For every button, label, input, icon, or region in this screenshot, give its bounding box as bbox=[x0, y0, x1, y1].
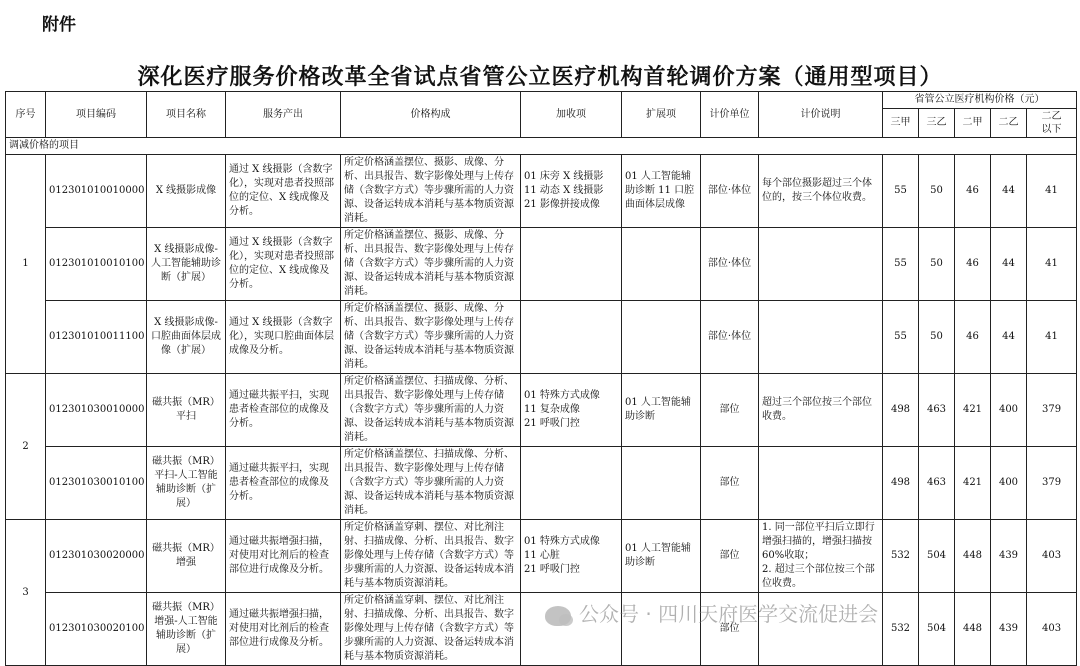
cell-price: 46 bbox=[955, 228, 991, 301]
cell-code: 012301030020000 bbox=[46, 520, 147, 593]
cell-unit: 部位·体位 bbox=[701, 155, 759, 228]
cell-price: 55 bbox=[883, 155, 919, 228]
header-surcharge: 加收项 bbox=[521, 92, 622, 138]
cell-surcharge bbox=[521, 301, 622, 374]
header-extension: 扩展项 bbox=[622, 92, 701, 138]
cell-output: 通过磁共振增强扫描，对使用对比剂后的检查部位进行成像及分析。 bbox=[226, 520, 341, 593]
cell-price: 439 bbox=[991, 593, 1027, 666]
cell-composition: 所定价格涵盖摆位、摄影、成像、分析、出具报告、数字影像处理与上传存储（含数字方式）等步骤所需的人力资源、设备运转成本消耗与基本物质资源消耗。 bbox=[341, 155, 521, 228]
cell-price: 41 bbox=[1027, 155, 1077, 228]
header-output: 服务产出 bbox=[226, 92, 341, 138]
cell-output: 通过磁共振增强扫描，对使用对比剂后的检查部位进行成像及分析。 bbox=[226, 593, 341, 666]
cell-price: 44 bbox=[991, 228, 1027, 301]
cell-price: 379 bbox=[1027, 447, 1077, 520]
cell-price: 50 bbox=[919, 301, 955, 374]
cell-note: 每个部位摄影超过三个体位的，按三个体位收费。 bbox=[759, 155, 883, 228]
cell-code: 012301010010000 bbox=[46, 155, 147, 228]
cell-output: 通过磁共振平扫，实现患者检查部位的成像及分析。 bbox=[226, 447, 341, 520]
cell-composition: 所定价格涵盖摆位、扫描成像、分析、出具报告、数字影像处理与上传存储（含数字方式）等步骤所需的人力资源、设备运转成本消耗与基本物质资源消耗。 bbox=[341, 374, 521, 447]
cell-code: 012301030010000 bbox=[46, 374, 147, 447]
cell-surcharge: 01 特殊方式成像 11 心脏 21 呼吸门控 bbox=[521, 520, 622, 593]
cell-extension: 01 人工智能辅助诊断 bbox=[622, 374, 701, 447]
cell-price: 50 bbox=[919, 155, 955, 228]
cell-surcharge bbox=[521, 228, 622, 301]
price-table bbox=[5, 91, 1077, 666]
cell-price: 55 bbox=[883, 301, 919, 374]
cell-composition: 所定价格涵盖穿刺、摆位、对比剂注射、扫描成像、分析、出具报告、数字影像处理与上传存储（含数字方式）等步骤所需的人力资源、设备运转成本消耗与基本物质资源消耗。 bbox=[341, 593, 521, 666]
table-row bbox=[6, 155, 1077, 228]
cell-code: 012301030010100 bbox=[46, 447, 147, 520]
cell-name: 磁共振（MR）增强 bbox=[147, 520, 226, 593]
table-row bbox=[6, 520, 1077, 593]
cell-code: 012301030020100 bbox=[46, 593, 147, 666]
cell-name: X 线摄影成像-人工智能辅助诊断（扩展） bbox=[147, 228, 226, 301]
header-note: 计价说明 bbox=[759, 92, 883, 138]
cell-price: 400 bbox=[991, 374, 1027, 447]
cell-seq: 2 bbox=[6, 374, 46, 520]
cell-note bbox=[759, 447, 883, 520]
header-name: 项目名称 bbox=[147, 92, 226, 138]
cell-name: X 线摄影成像 bbox=[147, 155, 226, 228]
cell-price: 448 bbox=[955, 593, 991, 666]
cell-extension bbox=[622, 447, 701, 520]
table-row bbox=[6, 447, 1077, 520]
attachment-label: 附件 bbox=[42, 15, 76, 35]
table-row bbox=[6, 374, 1077, 447]
cell-note bbox=[759, 228, 883, 301]
cell-price: 498 bbox=[883, 374, 919, 447]
cell-price: 463 bbox=[919, 447, 955, 520]
table-row bbox=[6, 228, 1077, 301]
cell-price: 400 bbox=[991, 447, 1027, 520]
header-code: 项目编码 bbox=[46, 92, 147, 138]
cell-price: 403 bbox=[1027, 520, 1077, 593]
cell-extension: 01 人工智能辅助诊断 bbox=[622, 520, 701, 593]
header-level: 二甲 bbox=[955, 109, 991, 138]
cell-price: 46 bbox=[955, 301, 991, 374]
cell-extension: 01 人工智能辅助诊断 11 口腔曲面体层成像 bbox=[622, 155, 701, 228]
cell-surcharge bbox=[521, 447, 622, 520]
cell-price: 448 bbox=[955, 520, 991, 593]
cell-unit: 部位·体位 bbox=[701, 228, 759, 301]
cell-output: 通过 X 线摄影（含数字化），实现对患者投照部位的定位、X 线成像及分析。 bbox=[226, 228, 341, 301]
cell-price: 532 bbox=[883, 593, 919, 666]
cell-price: 532 bbox=[883, 520, 919, 593]
header-seq: 序号 bbox=[6, 92, 46, 138]
cell-price: 50 bbox=[919, 228, 955, 301]
watermark-text: 公众号 · 四川天府医学交流促进会 bbox=[579, 602, 879, 626]
cell-extension bbox=[622, 228, 701, 301]
cell-price: 55 bbox=[883, 228, 919, 301]
cell-note bbox=[759, 301, 883, 374]
header-level: 二乙 bbox=[991, 109, 1027, 138]
cell-price: 379 bbox=[1027, 374, 1077, 447]
cell-unit: 部位 bbox=[701, 593, 759, 666]
document-title: 深化医疗服务价格改革全省试点省管公立医疗机构首轮调价方案（通用型项目） bbox=[137, 65, 943, 90]
cell-price: 41 bbox=[1027, 301, 1077, 374]
cell-price: 439 bbox=[991, 520, 1027, 593]
wechat-icon bbox=[545, 606, 571, 626]
cell-price: 463 bbox=[919, 374, 955, 447]
cell-unit: 部位 bbox=[701, 520, 759, 593]
cell-note: 1. 同一部位平扫后立即行增强扫描的，增强扫描按 60%收取； 2. 超过三个部位按三个部位收费。 bbox=[759, 520, 883, 593]
cell-unit: 部位·体位 bbox=[701, 301, 759, 374]
cell-price: 504 bbox=[919, 593, 955, 666]
header-level: 二乙 以下 bbox=[1027, 109, 1077, 138]
cell-price: 421 bbox=[955, 447, 991, 520]
cell-note: 超过三个部位按三个部位收费。 bbox=[759, 374, 883, 447]
header-composition: 价格构成 bbox=[341, 92, 521, 138]
cell-name: 磁共振（MR）平扫 bbox=[147, 374, 226, 447]
cell-code: 012301010011100 bbox=[46, 301, 147, 374]
header-level: 三乙 bbox=[919, 109, 955, 138]
cell-composition: 所定价格涵盖穿刺、摆位、对比剂注射、扫描成像、分析、出具报告、数字影像处理与上传存储（含数字方式）等步骤所需的人力资源、设备运转成本消耗与基本物质资源消耗。 bbox=[341, 520, 521, 593]
cell-composition: 所定价格涵盖摆位、摄影、成像、分析、出具报告、数字影像处理与上传存储（含数字方式）等步骤所需的人力资源、设备运转成本消耗与基本物质资源消耗。 bbox=[341, 301, 521, 374]
cell-extension bbox=[622, 301, 701, 374]
cell-price: 403 bbox=[1027, 593, 1077, 666]
cell-price: 41 bbox=[1027, 228, 1077, 301]
header-level: 三甲 bbox=[883, 109, 919, 138]
cell-code: 012301010010100 bbox=[46, 228, 147, 301]
cell-price: 421 bbox=[955, 374, 991, 447]
cell-name: X 线摄影成像-口腔曲面体层成像（扩展） bbox=[147, 301, 226, 374]
cell-output: 通过 X 线摄影（含数字化），实现对患者投照部位的定位、X 线成像及分析。 bbox=[226, 155, 341, 228]
cell-price: 504 bbox=[919, 520, 955, 593]
cell-surcharge: 01 特殊方式成像 11 复杂成像 21 呼吸门控 bbox=[521, 374, 622, 447]
cell-output: 通过 X 线摄影（含数字化），实现口腔曲面体层成像及分析。 bbox=[226, 301, 341, 374]
cell-unit: 部位 bbox=[701, 374, 759, 447]
cell-price: 46 bbox=[955, 155, 991, 228]
cell-price: 44 bbox=[991, 301, 1027, 374]
cell-composition: 所定价格涵盖摆位、摄影、成像、分析、出具报告、数字影像处理与上传存储（含数字方式）等步骤所需的人力资源、设备运转成本消耗与基本物质资源消耗。 bbox=[341, 228, 521, 301]
cell-price: 498 bbox=[883, 447, 919, 520]
cell-unit: 部位 bbox=[701, 447, 759, 520]
cell-price: 44 bbox=[991, 155, 1027, 228]
table-row bbox=[6, 301, 1077, 374]
header-price-group: 省管公立医疗机构价格（元） bbox=[883, 92, 1077, 109]
cell-surcharge: 01 床旁 X 线摄影 11 动态 X 线摄影 21 影像拼接成像 bbox=[521, 155, 622, 228]
cell-seq: 1 bbox=[6, 155, 46, 374]
watermark bbox=[545, 598, 878, 627]
cell-name: 磁共振（MR）平扫-人工智能辅助诊断（扩展） bbox=[147, 447, 226, 520]
cell-seq: 3 bbox=[6, 520, 46, 666]
cell-output: 通过磁共振平扫，实现患者检查部位的成像及分析。 bbox=[226, 374, 341, 447]
header-unit: 计价单位 bbox=[701, 92, 759, 138]
cell-name: 磁共振（MR）增强-人工智能辅助诊断（扩展） bbox=[147, 593, 226, 666]
cell-composition: 所定价格涵盖摆位、扫描成像、分析、出具报告、数字影像处理与上传存储（含数字方式）等步骤所需的人力资源、设备运转成本消耗与基本物质资源消耗。 bbox=[341, 447, 521, 520]
section-label: 调减价格的项目 bbox=[6, 138, 1077, 155]
table-row bbox=[6, 593, 1077, 666]
